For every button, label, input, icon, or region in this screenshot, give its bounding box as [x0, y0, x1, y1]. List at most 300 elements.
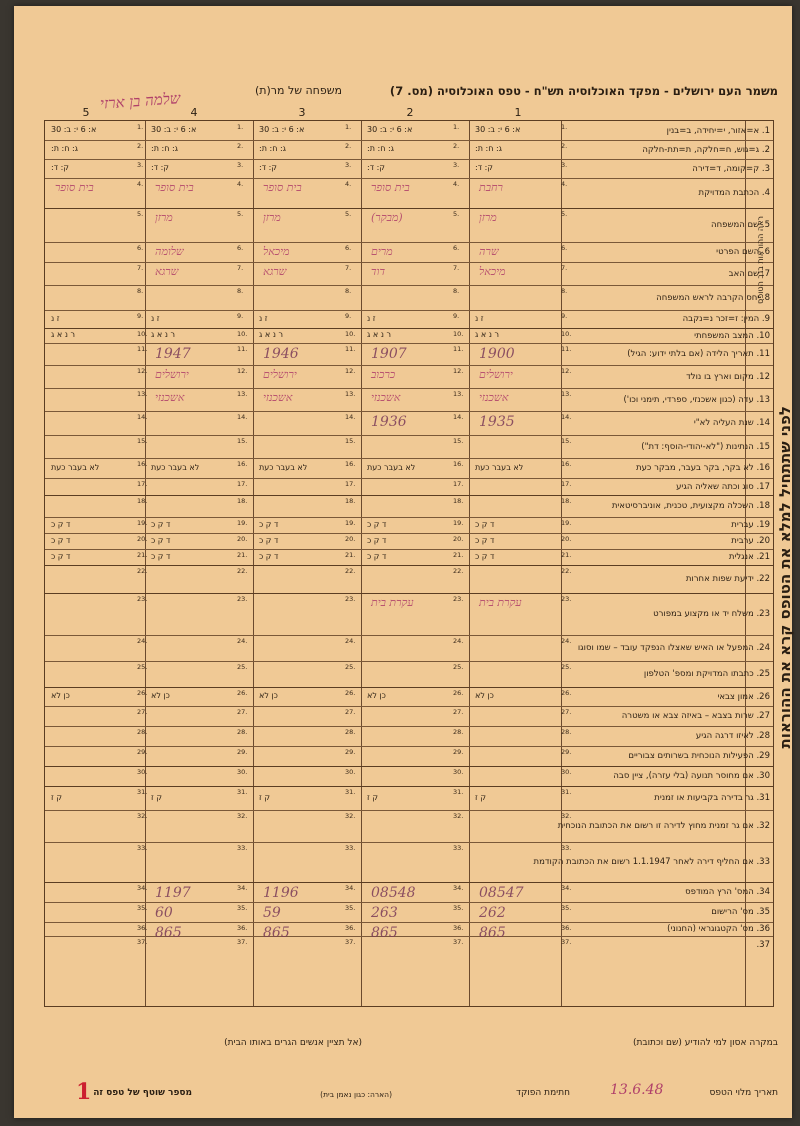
row-divider — [45, 435, 773, 436]
cell-number: 2. — [561, 142, 568, 150]
hw-surname: מרזן — [479, 211, 497, 224]
hw-catalog: 865 — [371, 925, 398, 941]
cell-number: 21. — [561, 551, 572, 559]
cell-number: 29. — [137, 748, 148, 756]
cell-options: כן לא — [475, 691, 494, 700]
cell-number: 30. — [453, 768, 464, 776]
shared-number-value: 1 — [76, 1079, 92, 1105]
cell-number: 35. — [137, 904, 148, 912]
family-name-handwritten: שלמה בן ארזי — [99, 89, 181, 113]
cell-number: 27. — [453, 708, 464, 716]
cell-options: לא בעבר כעת — [475, 462, 524, 472]
cell-number: 7. — [453, 264, 460, 272]
cell-number: 34. — [237, 884, 248, 892]
cell-number: 4. — [237, 180, 244, 188]
row-label-12: 12. מקום וארץ בו נולד — [686, 371, 770, 382]
cell-number: 14. — [345, 413, 356, 421]
cell-number: 31. — [453, 788, 464, 796]
row-label-10: 10. המצב המשפחתי — [694, 330, 770, 341]
row-label-25: 25. כתבתו המדויקת ומספ' הטלפון — [643, 669, 770, 679]
hw-birth-date: 1947 — [155, 346, 191, 362]
row-divider — [45, 178, 773, 179]
row-divider — [45, 565, 773, 566]
hw-registration: 59 — [263, 905, 281, 921]
cell-number: 10. — [561, 330, 572, 338]
hw-address: בית סופר — [55, 181, 94, 194]
row-label-14: 14. שנת העליה לא"י — [693, 418, 770, 428]
form-title: משמר העם ירושלים - מפקד האוכלוסיה תש"ח - טפס האוכלוסיה (מס. 7) — [389, 84, 778, 98]
cell-options: ק ז — [367, 792, 378, 802]
cell-number: 17. — [237, 480, 248, 488]
hw-birth-date: 1946 — [263, 346, 299, 362]
cell-number: 6. — [453, 244, 460, 252]
cell-number: 11. — [237, 345, 248, 353]
hw-father-name: שרגא — [263, 265, 287, 278]
shared-number-label: מספר שוטף של טפס זה — [93, 1088, 192, 1098]
cell-options: ד ק כ — [51, 535, 71, 545]
cell-options: כן לא — [151, 691, 170, 700]
row-label-2: 2. ג=גוש, ח=חלקה, ת=תת-חלקה — [642, 144, 770, 155]
cell-options: ג: ח: ת: — [151, 144, 178, 153]
row-divider — [45, 726, 773, 727]
cell-number: 33. — [237, 844, 248, 852]
row-divider — [45, 746, 773, 747]
cell-number: 36. — [345, 924, 356, 932]
hw-address: בית סופר — [371, 181, 410, 194]
hw-aliya-year: 1935 — [479, 414, 515, 430]
cell-number: 34. — [561, 884, 572, 892]
cell-number: 9. — [137, 312, 144, 320]
cell-number: 9. — [561, 312, 568, 320]
row-label-27: 27. שרות בצבא – באיזה צבא או משטרה — [621, 711, 770, 721]
cell-options: ד ק כ — [259, 535, 279, 545]
cell-number: 20. — [453, 535, 464, 543]
cell-number: 11. — [345, 345, 356, 353]
row-divider — [45, 593, 773, 594]
cell-number: 36. — [561, 924, 572, 932]
cell-options: ק: ד: — [151, 163, 169, 172]
cell-number: 25. — [453, 663, 464, 671]
row-divider — [45, 549, 773, 550]
cell-number: 32. — [345, 812, 356, 820]
row-divider — [45, 242, 773, 243]
cell-options: ד ק כ — [151, 551, 171, 561]
row-label-17: 17. סוג וכתה שאליה הגיע — [676, 481, 770, 492]
row-label-1: 1. א=אזור, י=יחידה, ב=בנין — [666, 125, 770, 136]
row-divider — [45, 902, 773, 903]
cell-number: 21. — [345, 551, 356, 559]
cell-number: 23. — [561, 595, 572, 603]
hw-birth-date: 1900 — [479, 346, 515, 362]
row-label-6: 6. השם הפרטי — [716, 247, 770, 257]
row-label-31: 31. גר בדירה בקביעות או זמנית — [654, 793, 770, 803]
fill-date-label: תאריך מלוי הטפס — [709, 1088, 778, 1098]
cell-number: 17. — [137, 480, 148, 488]
row-divider — [45, 842, 773, 843]
cell-number: 21. — [453, 551, 464, 559]
cell-number: 31. — [237, 788, 248, 796]
row-label-29: 29. הפעילות הנוכחית בשרותים צבוריים — [628, 751, 770, 761]
cell-number: 4. — [561, 180, 568, 188]
cell-number: 14. — [137, 413, 148, 421]
row-label-26: 26. אמון צבאי — [717, 691, 770, 702]
footer-note: (הארה: כגון נאמן בית) — [320, 1090, 392, 1099]
row-label-33: 33. אם החליף דירה לאחר 1.1.1947 רשום את הכתובת הקודמת — [533, 857, 770, 867]
hw-birth-place: ירושלים — [479, 368, 513, 381]
cell-number: 9. — [453, 312, 460, 320]
hw-first-name: מיכאל — [263, 245, 290, 258]
cell-options: ר נ א ג — [151, 330, 175, 339]
cell-number: 15. — [137, 437, 148, 445]
cell-number: 24. — [137, 637, 148, 645]
row-divider — [45, 922, 773, 923]
row-label-32: 32. אם גר זמנית מחוץ לדירה זו רשום את הכתובת הנוכחית — [557, 821, 770, 831]
side-note: ראה ההוראות בגב הטופס — [756, 216, 765, 304]
row-label-3: 3. ק=קומה, ד=דירה — [692, 163, 770, 174]
cell-number: 18. — [561, 497, 572, 505]
row-divider — [45, 458, 773, 459]
cell-number: 8. — [453, 287, 460, 295]
cell-options: ד ק כ — [475, 551, 495, 561]
hw-eda: אשכנזי — [155, 391, 185, 404]
hw-serial: 08547 — [479, 885, 524, 901]
cell-number: 5. — [453, 210, 460, 218]
cell-number: 12. — [137, 367, 148, 375]
cell-options: ק: ד: — [475, 163, 493, 172]
cell-number: 15. — [237, 437, 248, 445]
column-number-2: 2 — [406, 106, 414, 119]
cell-number: 10. — [237, 330, 248, 338]
cell-number: 28. — [561, 728, 572, 736]
cell-number: 9. — [345, 312, 352, 320]
cell-number: 25. — [237, 663, 248, 671]
cell-options: ק ז — [259, 792, 270, 802]
cell-number: 30. — [561, 768, 572, 776]
cell-number: 26. — [137, 689, 148, 697]
cell-number: 33. — [561, 844, 572, 852]
cell-number: 32. — [237, 812, 248, 820]
cell-number: 4. — [137, 180, 144, 188]
form-grid — [44, 120, 774, 1007]
row-label-8: 8. יחס הקרבה לראש המשפחה — [656, 292, 770, 303]
cell-number: 19. — [237, 519, 248, 527]
cell-number: 19. — [453, 519, 464, 527]
cell-number: 7. — [345, 264, 352, 272]
cell-number: 2. — [345, 142, 352, 150]
cell-number: 7. — [237, 264, 244, 272]
cell-number: 10. — [345, 330, 356, 338]
cell-options: ז נ — [367, 313, 376, 323]
cell-number: 28. — [345, 728, 356, 736]
row-divider — [45, 310, 773, 311]
cell-options: ג: ח: ת: — [259, 144, 286, 153]
cell-options: ר נ א ג — [367, 330, 391, 339]
cell-options: ד ק כ — [51, 551, 71, 561]
cell-options: ק: ד: — [367, 163, 385, 172]
cell-number: 15. — [453, 437, 464, 445]
cell-number: 1. — [453, 123, 460, 131]
cell-number: 21. — [137, 551, 148, 559]
row-divider — [45, 661, 773, 662]
row-label-4: 4. הכתבת המדויקת — [698, 188, 770, 198]
cell-number: 22. — [561, 567, 572, 575]
row-divider — [45, 140, 773, 141]
row-divider — [45, 262, 773, 263]
cell-number: 13. — [453, 390, 464, 398]
hw-occupation: עקרת בית — [479, 596, 522, 609]
row-label-16: 16. לא בקר, בקר בעבר, מבקר כעת — [635, 463, 770, 473]
cell-options: ק: ד: — [51, 163, 69, 172]
cell-number: 16. — [453, 460, 464, 468]
hw-first-name: מרים — [371, 245, 393, 258]
hw-catalog: 865 — [263, 925, 290, 941]
cell-number: 23. — [137, 595, 148, 603]
row-label-13: 13. עדה (כגון אשכנזי, ספרדי, תימני וכו') — [623, 394, 770, 405]
cell-number: 1. — [561, 123, 568, 131]
hw-serial: 1197 — [155, 885, 191, 901]
family-label: משפחה של מר(ת) — [254, 84, 342, 97]
cell-number: 32. — [137, 812, 148, 820]
hw-father-name: שרגא — [155, 265, 179, 278]
cell-number: 14. — [561, 413, 572, 421]
row-divider — [45, 766, 773, 767]
row-label-21: 21. אנגלית — [728, 552, 770, 562]
cell-number: 17. — [453, 480, 464, 488]
cell-number: 1. — [345, 123, 352, 131]
cell-number: 21. — [237, 551, 248, 559]
cell-options: א: 6 י: ב: 30 — [259, 125, 305, 134]
cell-options: ד ק כ — [367, 519, 387, 529]
cell-options: א: 6 י: ב: 30 — [51, 125, 97, 134]
cell-options: ד ק כ — [51, 519, 71, 529]
cell-number: 12. — [237, 367, 248, 375]
row-label-7: 7. שם האב — [728, 268, 770, 279]
cell-number: 23. — [453, 595, 464, 603]
row-divider — [45, 533, 773, 534]
cell-number: 31. — [137, 788, 148, 796]
cell-number: 33. — [345, 844, 356, 852]
hw-first-name: שלומה — [155, 245, 184, 258]
cell-number: 13. — [561, 390, 572, 398]
hw-surname: (מבקר) — [371, 211, 403, 224]
hw-catalog: 865 — [155, 925, 182, 941]
row-divider — [45, 285, 773, 286]
cell-number: 3. — [453, 161, 460, 169]
cell-number: 15. — [345, 437, 356, 445]
row-label-18: 18. השכלה מקצועית, טכנית, אוניברסיטאית — [611, 501, 770, 511]
column-number-4: 4 — [190, 106, 198, 119]
cell-number: 20. — [237, 535, 248, 543]
cell-number: 5. — [237, 210, 244, 218]
cell-number: 2. — [237, 142, 244, 150]
cell-number: 37. — [345, 938, 356, 946]
hw-catalog: 865 — [479, 925, 506, 941]
cell-number: 18. — [453, 497, 464, 505]
cell-number: 35. — [237, 904, 248, 912]
row-label-28: 28. לאיזו דרגה הגיע — [695, 731, 770, 741]
hw-first-name: שרה — [479, 245, 499, 258]
row-divider — [45, 517, 773, 518]
cell-number: 18. — [137, 497, 148, 505]
cell-number: 6. — [137, 244, 144, 252]
cell-number: 5. — [137, 210, 144, 218]
cell-number: 7. — [561, 264, 568, 272]
cell-number: 5. — [345, 210, 352, 218]
cell-number: 34. — [453, 884, 464, 892]
cell-number: 3. — [137, 161, 144, 169]
cell-number: 5. — [561, 210, 568, 218]
cell-options: ר נ א ג — [51, 330, 75, 339]
cell-number: 29. — [453, 748, 464, 756]
cell-number: 16. — [345, 460, 356, 468]
cell-number: 2. — [453, 142, 460, 150]
cell-number: 18. — [345, 497, 356, 505]
hw-surname: מרזן — [263, 211, 281, 224]
cell-number: 22. — [453, 567, 464, 575]
cell-number: 27. — [561, 708, 572, 716]
cell-options: ק ז — [151, 792, 162, 802]
cell-number: 35. — [561, 904, 572, 912]
cell-number: 28. — [137, 728, 148, 736]
cell-number: 20. — [137, 535, 148, 543]
cell-number: 4. — [345, 180, 352, 188]
cell-options: ז נ — [475, 313, 484, 323]
cell-options: ז נ — [259, 313, 268, 323]
cell-number: 15. — [561, 437, 572, 445]
row-divider — [45, 635, 773, 636]
cell-number: 8. — [561, 287, 568, 295]
cell-number: 26. — [345, 689, 356, 697]
cell-options: ק ז — [51, 792, 62, 802]
row-divider — [45, 687, 773, 688]
signature-label: חתימת הפוקד — [516, 1088, 570, 1098]
row-label-34: 34. המס' הרץ המודפס — [685, 887, 770, 897]
cell-options: ג: ח: ת: — [367, 144, 394, 153]
cell-number: 11. — [137, 345, 148, 353]
cell-number: 11. — [453, 345, 464, 353]
cell-number: 32. — [561, 812, 572, 820]
hw-birth-place: כרכוב — [371, 368, 396, 381]
hw-surname: מרזן — [155, 211, 173, 224]
hw-occupation: עקרת בית — [371, 596, 414, 609]
cell-options: ד ק כ — [367, 551, 387, 561]
cell-number: 33. — [137, 844, 148, 852]
hw-address: בית סופר — [155, 181, 194, 194]
fill-date-value: 13.6.48 — [610, 1082, 664, 1098]
cell-options: א: 6 י: ב: 30 — [475, 125, 521, 134]
cell-number: 27. — [137, 708, 148, 716]
cell-number: 6. — [237, 244, 244, 252]
hw-serial: 08548 — [371, 885, 416, 901]
cell-number: 16. — [137, 460, 148, 468]
cell-number: 30. — [345, 768, 356, 776]
row-divider — [45, 706, 773, 707]
cell-number: 36. — [237, 924, 248, 932]
column-number-5: 5 — [82, 106, 90, 119]
emergency-note: (אל תציין אנשים הגרים באותו הבית) — [224, 1038, 362, 1048]
cell-number: 37. — [453, 938, 464, 946]
hw-registration: 263 — [371, 905, 398, 921]
cell-number: 6. — [345, 244, 352, 252]
row-label-15: 15. הנתינות ("לא-יהודי-הוסף: דת") — [641, 441, 770, 452]
cell-number: 3. — [345, 161, 352, 169]
cell-number: 22. — [345, 567, 356, 575]
cell-number: 14. — [453, 413, 464, 421]
cell-number: 12. — [561, 367, 572, 375]
row-divider — [45, 495, 773, 496]
cell-number: 18. — [237, 497, 248, 505]
cell-options: ק: ד: — [259, 163, 277, 172]
cell-number: 7. — [137, 264, 144, 272]
cell-options: כן לא — [51, 691, 70, 700]
hw-father-name: מיכאל — [479, 265, 506, 278]
cell-number: 8. — [137, 287, 144, 295]
cell-number: 37. — [237, 938, 248, 946]
row-label-11: 11. תאריך הלידה (אם בלתי ידוע: הגיל) — [627, 349, 770, 359]
cell-number: 36. — [453, 924, 464, 932]
row-divider — [45, 478, 773, 479]
column-number-1: 1 — [514, 106, 522, 119]
cell-number: 35. — [345, 904, 356, 912]
cell-number: 17. — [561, 480, 572, 488]
hw-registration: 60 — [155, 905, 173, 921]
cell-number: 3. — [237, 161, 244, 169]
cell-number: 26. — [237, 689, 248, 697]
hw-address: בית סופר — [263, 181, 302, 194]
cell-number: 29. — [237, 748, 248, 756]
cell-number: 25. — [561, 663, 572, 671]
cell-number: 9. — [237, 312, 244, 320]
cell-number: 31. — [561, 788, 572, 796]
row-label-20: 20. ערבית — [731, 536, 770, 546]
cell-number: 29. — [561, 748, 572, 756]
cell-number: 13. — [345, 390, 356, 398]
cell-number: 32. — [453, 812, 464, 820]
cell-number: 17. — [345, 480, 356, 488]
cell-options: א: 6 י: ב: 30 — [151, 125, 197, 134]
cell-number: 33. — [453, 844, 464, 852]
column-number-3: 3 — [298, 106, 306, 119]
cell-number: 30. — [137, 768, 148, 776]
cell-number: 14. — [237, 413, 248, 421]
hw-birth-place: ירושלים — [263, 368, 297, 381]
cell-number: 20. — [561, 535, 572, 543]
hw-registration: 262 — [479, 905, 506, 921]
hw-aliya-year: 1936 — [371, 414, 407, 430]
cell-number: 11. — [561, 345, 572, 353]
cell-number: 23. — [345, 595, 356, 603]
cell-number: 24. — [561, 637, 572, 645]
cell-number: 25. — [345, 663, 356, 671]
cell-number: 24. — [345, 637, 356, 645]
cell-number: 31. — [345, 788, 356, 796]
hw-eda: אשכנזי — [371, 391, 401, 404]
cell-number: 34. — [137, 884, 148, 892]
row-label-24: 24. המפעל או האיש שאצלו הנפקד עובד – שמו וסוגו — [577, 643, 770, 653]
row-divider — [45, 208, 773, 209]
cell-options: ג: ח: ת: — [51, 144, 78, 153]
cell-options: לא בעבר כעת — [367, 462, 416, 472]
row-label-37: 37. — [756, 940, 770, 950]
row-label-9: 9. המין: ז=זכר נ=נקבה — [682, 314, 770, 324]
cell-number: 36. — [137, 924, 148, 932]
cell-number: 25. — [137, 663, 148, 671]
hw-eda: אשכנזי — [263, 391, 293, 404]
hw-birth-date: 1907 — [371, 346, 407, 362]
cell-number: 30. — [237, 768, 248, 776]
cell-number: 37. — [137, 938, 148, 946]
hw-serial: 1196 — [263, 885, 299, 901]
